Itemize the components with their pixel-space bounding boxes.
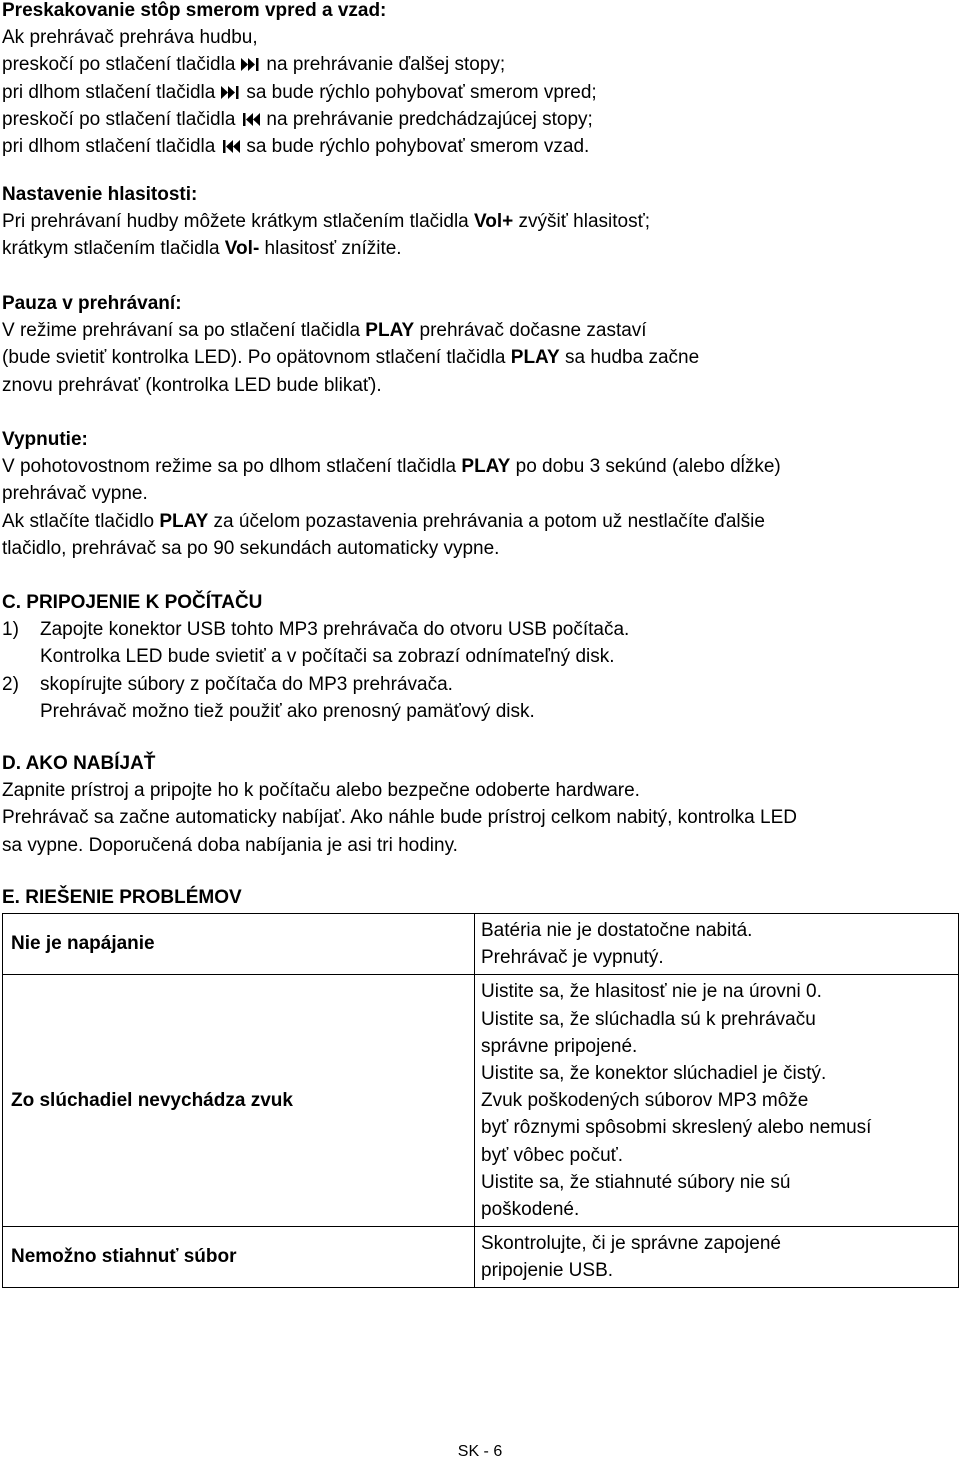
list-number: 2)	[2, 673, 19, 695]
solution-line: správne pripojené.	[481, 1035, 638, 1057]
solution-line: Skontrolujte, či je správne zapojené	[481, 1233, 781, 1255]
text-span: na prehrávanie ďalšej stopy;	[266, 54, 506, 76]
text-span: V pohotovostnom režime sa po dlhom stlačení tlačidla	[2, 456, 462, 478]
paragraph-line	[2, 235, 960, 262]
text-span: zvýšiť hlasitosť;	[513, 211, 651, 233]
solution-cell	[475, 914, 959, 975]
list-number: 1)	[2, 619, 19, 641]
text-span: na prehrávanie predchádzajúcej stopy;	[266, 108, 593, 130]
troubleshooting-table	[2, 913, 959, 1288]
button-label-play: PLAY	[159, 510, 209, 532]
paragraph-line	[2, 453, 960, 480]
section-heading: Vypnutie:	[2, 429, 88, 450]
text-span: (bude svietiť kontrolka LED). Po opätovnom stlačení tlačidla	[2, 347, 511, 369]
text-span: preskočí po stlačení tlačidla	[2, 54, 236, 76]
list-item	[2, 671, 960, 698]
solution-line: Uistite sa, že konektor slúchadiel je čistý.	[481, 1062, 827, 1084]
button-label-vol-minus: Vol-	[224, 238, 260, 260]
section-troubleshooting	[0, 884, 960, 911]
text-span: pri dlhom stlačení tlačidla	[2, 81, 216, 103]
paragraph-line	[2, 106, 960, 133]
solution-line: Zvuk poškodených súborov MP3 môže	[481, 1090, 809, 1112]
list-item-text: Zapojte konektor USB tohto MP3 prehrávača do otvoru USB počítača.	[40, 619, 630, 641]
button-label-play: PLAY	[510, 347, 560, 369]
paragraph-line: sa vypne. Doporučená doba nabíjania je asi tri hodiny.	[2, 834, 458, 856]
button-label-play: PLAY	[365, 320, 415, 342]
solution-cell	[475, 975, 959, 1227]
section-heading: D. AKO NABÍJAŤ	[2, 753, 156, 774]
table-row	[3, 975, 959, 1227]
next-track-icon	[221, 81, 241, 108]
section-charging	[0, 750, 960, 859]
text-span: po dobu 3 sekúnd (alebo dĺžke)	[510, 456, 781, 478]
list-item-continuation: Kontrolka LED bude svietiť a v počítači sa zobrazí odnímateľný disk.	[40, 646, 615, 668]
paragraph-line	[2, 508, 960, 535]
solution-line: Batéria nie je dostatočne nabitá.	[481, 920, 753, 941]
problem-cell: Nie je napájanie	[3, 914, 475, 975]
previous-track-icon	[221, 135, 241, 162]
text-span: krátkym stlačením tlačidla	[2, 238, 225, 260]
paragraph-line	[2, 317, 960, 344]
paragraph-line: Ak prehrávač prehráva hudbu,	[2, 27, 258, 49]
paragraph-line	[2, 344, 960, 371]
text-span: za účelom pozastavenia prehrávania a potom už nestlačíte ďalšie	[208, 510, 765, 532]
solution-line: pripojenie USB.	[481, 1260, 614, 1282]
section-heading: Pauza v prehrávaní:	[2, 293, 182, 314]
paragraph-line: znovu prehrávať (kontrolka LED bude blikať).	[2, 374, 382, 396]
section-track-skip	[0, 0, 960, 160]
paragraph-line: tlačidlo, prehrávač sa po 90 sekundách automaticky vypne.	[2, 537, 500, 559]
list-item-continuation: Prehrávač možno tiež použiť ako prenosný pamäťový disk.	[40, 700, 535, 722]
list-item-text: skopírujte súbory z počítača do MP3 prehrávača.	[40, 673, 453, 695]
solution-line: Uistite sa, že slúchadla sú k prehrávaču	[481, 1008, 816, 1030]
text-span: preskočí po stlačení tlačidla	[2, 108, 236, 130]
text-span: Pri prehrávaní hudby môžete krátkym stlačením tlačidla	[2, 211, 475, 233]
solution-cell	[475, 1227, 959, 1288]
text-span: pri dlhom stlačení tlačidla	[2, 135, 216, 157]
solution-line: byť rôznymi spôsobmi skreslený alebo nemusí	[481, 1117, 872, 1139]
paragraph-line	[2, 79, 960, 106]
table-row	[3, 914, 959, 975]
text-span: prehrávač dočasne zastaví	[414, 320, 647, 342]
next-track-icon	[241, 53, 261, 80]
paragraph-line	[2, 51, 960, 78]
previous-track-icon	[241, 108, 261, 135]
list-item	[2, 616, 960, 643]
text-span: sa hudba začne	[559, 347, 700, 369]
section-power-off	[0, 426, 960, 562]
page-number: SK - 6	[457, 1443, 503, 1460]
button-label-play: PLAY	[461, 456, 511, 478]
section-pause	[0, 290, 960, 399]
button-label-vol-plus: Vol+	[474, 211, 514, 233]
paragraph-line	[2, 133, 960, 160]
problem-cell: Zo slúchadiel nevychádza zvuk	[3, 975, 475, 1227]
section-volume	[0, 181, 960, 263]
paragraph-line	[2, 208, 960, 235]
table-row	[3, 1227, 959, 1288]
solution-line: byť vôbec počuť.	[481, 1144, 624, 1166]
section-heading: C. PRIPOJENIE K POČÍTAČU	[2, 592, 263, 613]
section-heading: Nastavenie hlasitosti:	[2, 184, 198, 205]
solution-line: poškodené.	[481, 1198, 580, 1220]
text-span: sa bude rýchlo pohybovať smerom vpred;	[246, 81, 597, 103]
section-heading: E. RIEŠENIE PROBLÉMOV	[2, 887, 242, 908]
problem-cell: Nemožno stiahnuť súbor	[3, 1227, 475, 1288]
section-pc-connection	[0, 589, 960, 725]
text-span: Ak stlačíte tlačidlo	[2, 510, 160, 532]
text-span: hlasitosť znížite.	[259, 238, 402, 260]
section-heading: Preskakovanie stôp smerom vpred a vzad:	[2, 0, 387, 21]
paragraph-line: prehrávač vypne.	[2, 483, 148, 505]
text-span: sa bude rýchlo pohybovať smerom vzad.	[246, 135, 590, 157]
text-span: V režime prehrávaní sa po stlačení tlačidla	[2, 320, 366, 342]
paragraph-line: Zapnite prístroj a pripojte ho k počítaču alebo bezpečne odoberte hardware.	[2, 780, 640, 802]
paragraph-line: Prehrávač sa začne automaticky nabíjať. Ako náhle bude prístroj celkom nabitý, kontrolka LED	[2, 807, 797, 829]
solution-line: Uistite sa, že hlasitosť nie je na úrovni 0.	[481, 981, 822, 1003]
solution-line: Uistite sa, že stiahnuté súbory nie sú	[481, 1171, 791, 1193]
solution-line: Prehrávač je vypnutý.	[481, 947, 664, 969]
